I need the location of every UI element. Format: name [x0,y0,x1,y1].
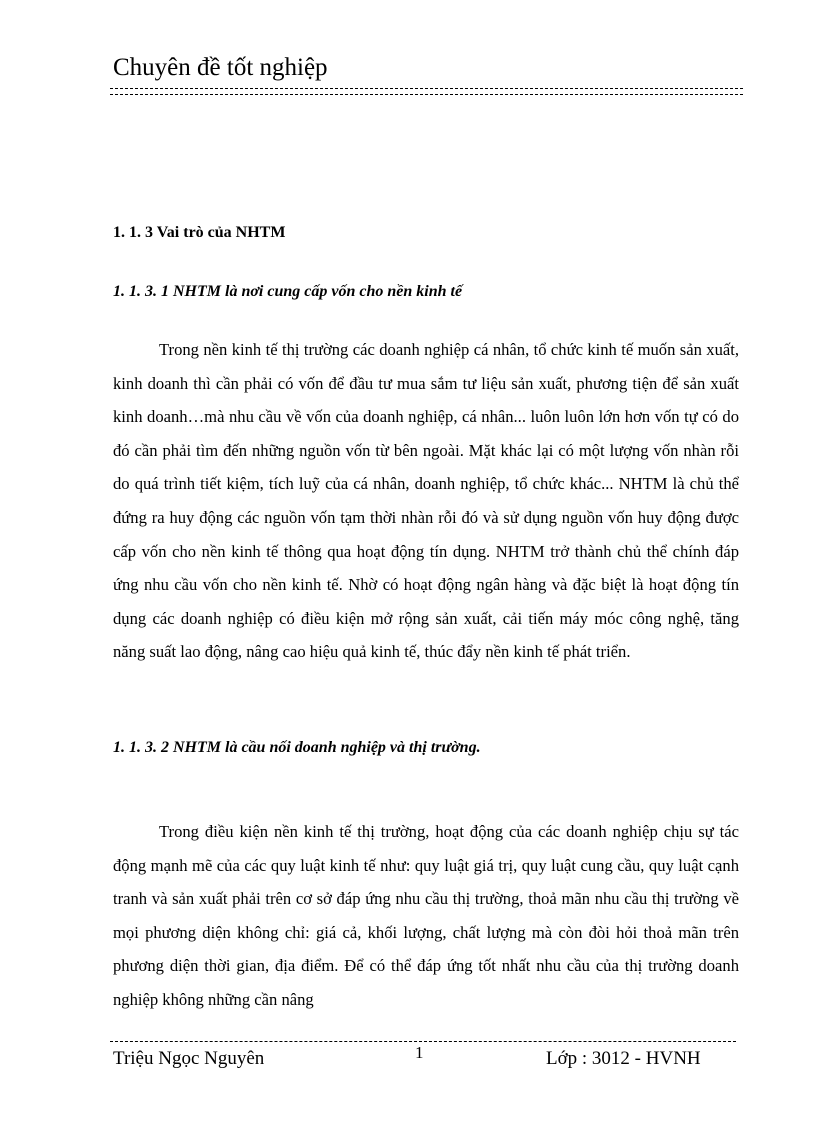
section-heading: 1. 1. 3 Vai trò của NHTM [113,224,286,241]
subsection-heading-1: 1. 1. 3. 1 NHTM là nơi cung cấp vốn cho nền kinh tế [113,283,463,300]
subsection-heading-2: 1. 1. 3. 2 NHTM là cầu nối doanh nghiệp và thị trường. [113,739,481,756]
footer-class-label: Lớp : 3012 - HVNH [546,1048,701,1069]
subsection-paragraph-2: Trong điều kiện nền kinh tế thị trường, hoạt động của các doanh nghiệp chịu sự tác động mạnh mẽ của các quy luật kinh tế như: quy luật giá trị, quy luật cung cầu, quy luật cạnh tranh và sản xuất phải trên cơ sở đáp ứng nhu cầu thị trường, thoả mãn nhu cầu thị trường về mọi phương diện không chỉ: giá cả, khối lượng, chất lượng mà còn đòi hỏi thoả mãn trên phương diện thời gian, địa điểm. Để có thể đáp ứng tốt nhất nhu cầu của thị trường doanh nghiệp không những cần nâng [113,822,739,1009]
page-header-title: Chuyên đề tốt nghiệp [113,54,328,81]
footer-page-number: 1 [415,1043,424,1062]
subsection-paragraph-1: Trong nền kinh tế thị trường các doanh nghiệp cá nhân, tổ chức kinh tế muốn sản xuất, kinh doanh thì cần phải có vốn để đầu tư mua sắm tư liệu sản xuất, phương tiện để sản xuất kinh doanh…mà nhu cầu về vốn của doanh nghiệp, cá nhân... luôn luôn lớn hơn vốn tự có do đó cần phải tìm đến những nguồn vốn từ bên ngoài. Mặt khác lại có một lượng vốn nhàn rỗi do quá trình tiết kiệm, tích luỹ của cá nhân, doanh nghiệp, tổ chức khác... NHTM là chủ thể đứng ra huy động các nguồn vốn tạm thời nhàn rỗi đó và sử dụng nguồn vốn huy động được cấp vốn cho nền kinh tế thông qua hoạt động tín dụng. NHTM trở thành chủ thể chính đáp ứng nhu cầu vốn cho nền kinh tế. Nhờ có hoạt động ngân hàng và đặc biệt là hoạt động tín dụng các doanh nghiệp có điều kiện mở rộng sản xuất, cải tiến máy móc công nghệ, tăng năng suất lao động, nâng cao hiệu quả kinh tế, thúc đẩy nền kinh tế phát triển. [113,340,739,662]
footer-author: Triệu Ngọc Nguyên [113,1048,265,1069]
header-divider-top [110,88,743,89]
header-divider-bottom [110,94,743,95]
